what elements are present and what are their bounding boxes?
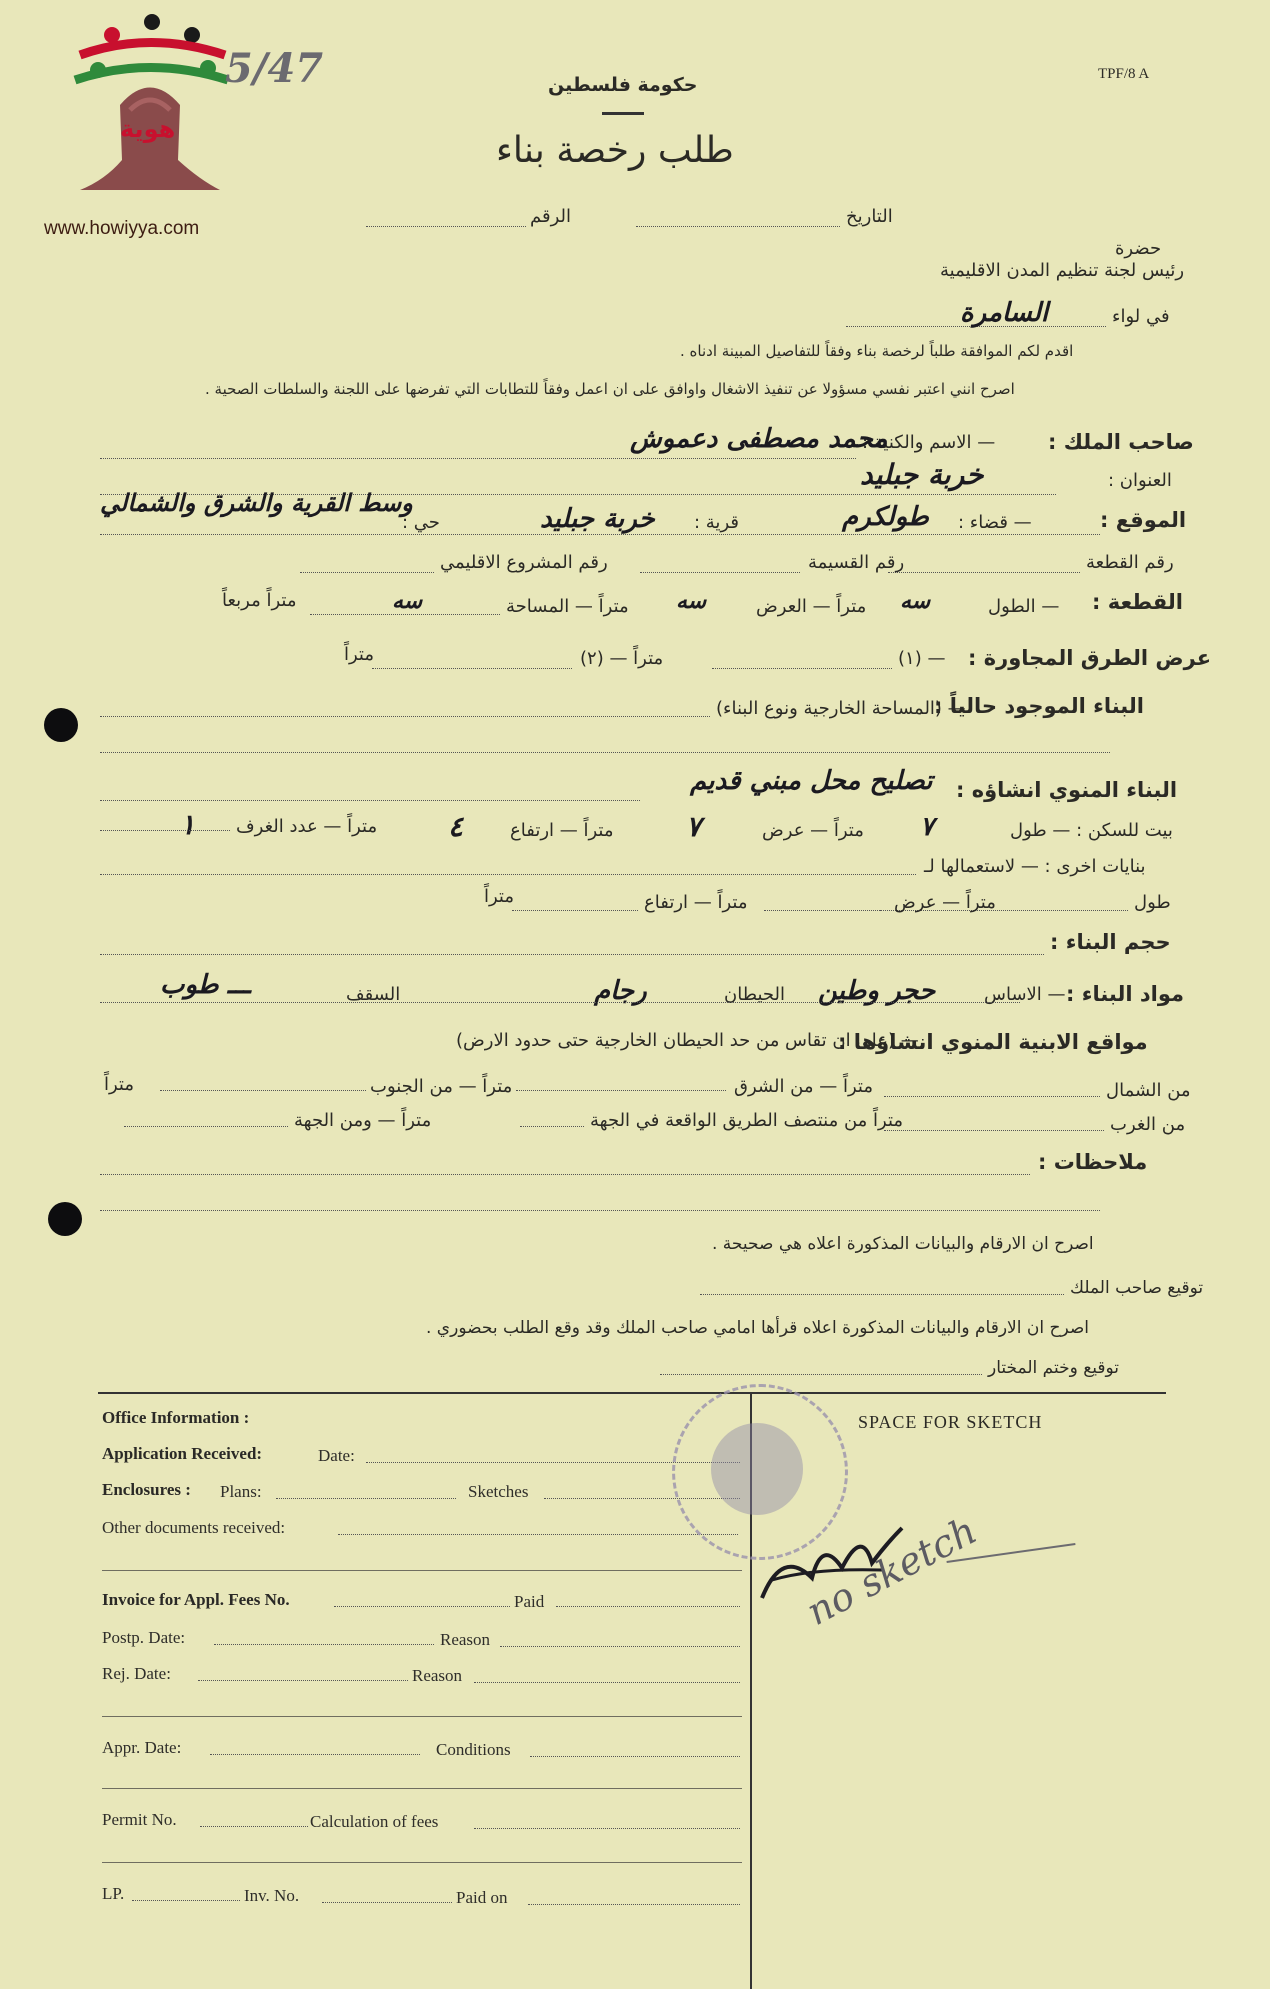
district-label: في لواء xyxy=(1112,306,1170,327)
road-m-label: متراً xyxy=(344,644,375,665)
application-received-label: Application Received: xyxy=(102,1444,263,1463)
no-sketch-note: no sketch xyxy=(799,1508,984,1634)
foundation-label: — الاساس xyxy=(984,984,1066,1005)
plot-length-value: سه xyxy=(900,588,931,614)
foundation-value: حجر وطين xyxy=(818,976,936,1006)
road-two-label: متراً — (٢) xyxy=(580,648,664,669)
house-height-value: ٤ xyxy=(448,810,464,843)
plot-area-label: متراً — المساحة xyxy=(506,596,629,617)
rejected-reason-label: Reason xyxy=(412,1666,463,1685)
roads-label: عرض الطرق المجاورة : xyxy=(968,646,1212,670)
howiyya-logo xyxy=(60,10,230,210)
positions-m-label: متراً xyxy=(104,1074,135,1095)
sketch-title: SPACE FOR SKETCH xyxy=(858,1412,1043,1432)
house-label: بيت للسكن : — طول xyxy=(1010,820,1173,841)
plot-width-label: متراً — العرض xyxy=(756,596,867,617)
sketches-label: Sketches xyxy=(468,1482,529,1501)
existing-note: — (المساحة الخارجية ونوع البناء) xyxy=(716,698,966,719)
postponed-date-label: Postp. Date: xyxy=(102,1628,186,1647)
walls-value: رجام xyxy=(594,976,647,1006)
row2-length-label: طول xyxy=(1134,892,1171,913)
owner-name-label: — الاسم والكنية : xyxy=(862,432,996,453)
road-one-label: — (١) xyxy=(898,648,946,669)
paid-on-label: Paid on xyxy=(456,1888,508,1907)
logo-text: هوية xyxy=(120,115,176,143)
quarter-label: حي : xyxy=(402,512,440,533)
invoice-label: Invoice for Appl. Fees No. xyxy=(102,1590,290,1609)
logo-site: www.howiyya.com xyxy=(44,218,200,239)
punch-hole-top xyxy=(44,708,78,742)
location-district-value: طولكرم xyxy=(842,502,929,532)
walls-label: الحيطان xyxy=(724,984,786,1005)
conditions-label: Conditions xyxy=(436,1740,511,1759)
declaration-1: اصرح ان الارقام والبيانات المذكورة اعلاه هي صحيحة . xyxy=(712,1234,1094,1254)
punch-hole-bottom xyxy=(48,1202,82,1236)
road-middle-label: متراً من منتصف الطريق الواقعة في الجهة xyxy=(590,1110,904,1131)
house-width-label: متراً — عرض xyxy=(762,820,864,841)
declaration-2: اصرح ان الارقام والبيانات المذكورة اعلاه قرأها امامي صاحب الملك وقد وقع الطلب بحضوري . xyxy=(426,1318,1089,1338)
form-title: طلب رخصة بناء xyxy=(496,130,734,171)
owner-name-value: محمد مصطفى دعموش xyxy=(630,424,888,454)
roof-value: ـــ طوب xyxy=(160,970,251,1000)
proposed-label: البناء المنوي انشاؤه : xyxy=(956,778,1178,802)
hadra-label: حضرة xyxy=(1115,238,1162,259)
row2-m-label: متراً xyxy=(484,886,515,907)
remarks-label: ملاحظات : xyxy=(1038,1150,1148,1174)
calculation-label: Calculation of fees xyxy=(310,1812,439,1831)
parcel-label: رقم القطعة xyxy=(1086,552,1174,573)
enclosures-label: Enclosures : xyxy=(102,1480,191,1499)
approved-date-label: Appr. Date: xyxy=(102,1738,182,1757)
postponed-reason-label: Reason xyxy=(440,1630,491,1649)
location-label: الموقع : xyxy=(1100,508,1187,532)
intro-line-2: اصرح انني اعتبر نفسي مسؤولا عن تنفيذ الاشغال واوافق على ان اعمل وفقاً للتطابات التي تفرضها على اللجنة والسلطات الصحية . xyxy=(205,380,1015,398)
quarter-value: وسط القرية والشرق والشمالي xyxy=(100,488,413,517)
office-info-title: Office Information : xyxy=(102,1408,250,1427)
roof-label: السقف xyxy=(346,984,401,1005)
plot-label: القطعة : xyxy=(1092,590,1183,614)
owner-label: صاحب الملك : xyxy=(1048,430,1194,454)
rooms-value: ١ xyxy=(180,808,196,841)
row2-width-label: متراً — عرض xyxy=(894,892,996,913)
addressee: رئيس لجنة تنظيم المدن الاقليمية xyxy=(940,260,1185,281)
house-width-value: ٧ xyxy=(686,810,702,843)
proposed-value: تصليح محل مبني قديم xyxy=(690,766,933,796)
address-value: خربة جبليد xyxy=(860,458,984,491)
west-label: من الغرب xyxy=(1110,1114,1186,1135)
number-label: الرقم xyxy=(530,206,572,227)
block-label: رقم القسيمة xyxy=(808,552,905,573)
north-label: من الشمال xyxy=(1106,1080,1191,1101)
date-label: التاريخ xyxy=(846,206,893,227)
volume-label: حجم البناء : xyxy=(1050,930,1171,954)
plot-width-value: سه xyxy=(676,588,707,614)
positions-label: مواقع الابنية المنوي انشاؤها : xyxy=(838,1030,1148,1054)
mukhtar-signature-label: توقيع وختم المختار xyxy=(988,1358,1120,1378)
paid-label: Paid xyxy=(514,1592,545,1611)
rooms-label: متراً — عدد الغرف xyxy=(236,816,378,837)
address-label: العنوان : xyxy=(1108,470,1172,491)
positions-note: — (على ان تقاس من حد الحيطان الخارجية حتى حدود الارض) xyxy=(456,1030,919,1051)
location-district-label: — قضاء : xyxy=(958,512,1032,533)
scheme-label: رقم المشروع الاقليمي xyxy=(440,552,608,573)
received-date-label: Date: xyxy=(318,1446,355,1465)
government-title: حكومة فلسطين xyxy=(548,74,698,96)
rejected-date-label: Rej. Date: xyxy=(102,1664,171,1683)
tree-logo-icon xyxy=(60,10,230,210)
plot-length-label: — الطول xyxy=(988,596,1060,617)
row2-height-label: متراً — ارتفاع xyxy=(644,892,748,913)
other-documents-label: Other documents received: xyxy=(102,1518,286,1537)
form-code: TPF/8 A xyxy=(1098,66,1150,82)
south-label: متراً — من الجنوب xyxy=(370,1076,513,1097)
plot-area-value: سه xyxy=(392,588,423,614)
district-value: السامرة xyxy=(960,298,1049,328)
house-length-value: ٧ xyxy=(920,812,934,842)
village-value: خربة جبليد xyxy=(540,504,655,534)
existing-label: البناء الموجود حالياً : xyxy=(934,694,1144,718)
house-height-label: متراً — ارتفاع xyxy=(510,820,614,841)
reference-number: 5/47 xyxy=(225,45,324,92)
other-buildings-label: بنايات اخرى : — لاستعمالها لـ xyxy=(924,856,1146,877)
village-label: قرية : xyxy=(694,512,739,533)
permit-number-label: Permit No. xyxy=(102,1810,177,1829)
intro-line-1: اقدم لكم الموافقة طلباً لرخصة بناء وفقاً للتفاصيل المبينة ادناه . xyxy=(680,342,1074,360)
lp-label: LP. xyxy=(102,1884,125,1903)
east-label: متراً — من الشرق xyxy=(734,1076,873,1097)
plans-label: Plans: xyxy=(220,1482,262,1501)
owner-signature-label: توقيع صاحب الملك xyxy=(1070,1278,1204,1298)
plot-sqm-label: متراً مربعاً xyxy=(222,590,297,611)
side-label: متراً — ومن الجهة xyxy=(294,1110,432,1131)
invoice-number-label: Inv. No. xyxy=(244,1886,300,1905)
materials-label: مواد البناء : xyxy=(1066,982,1185,1006)
